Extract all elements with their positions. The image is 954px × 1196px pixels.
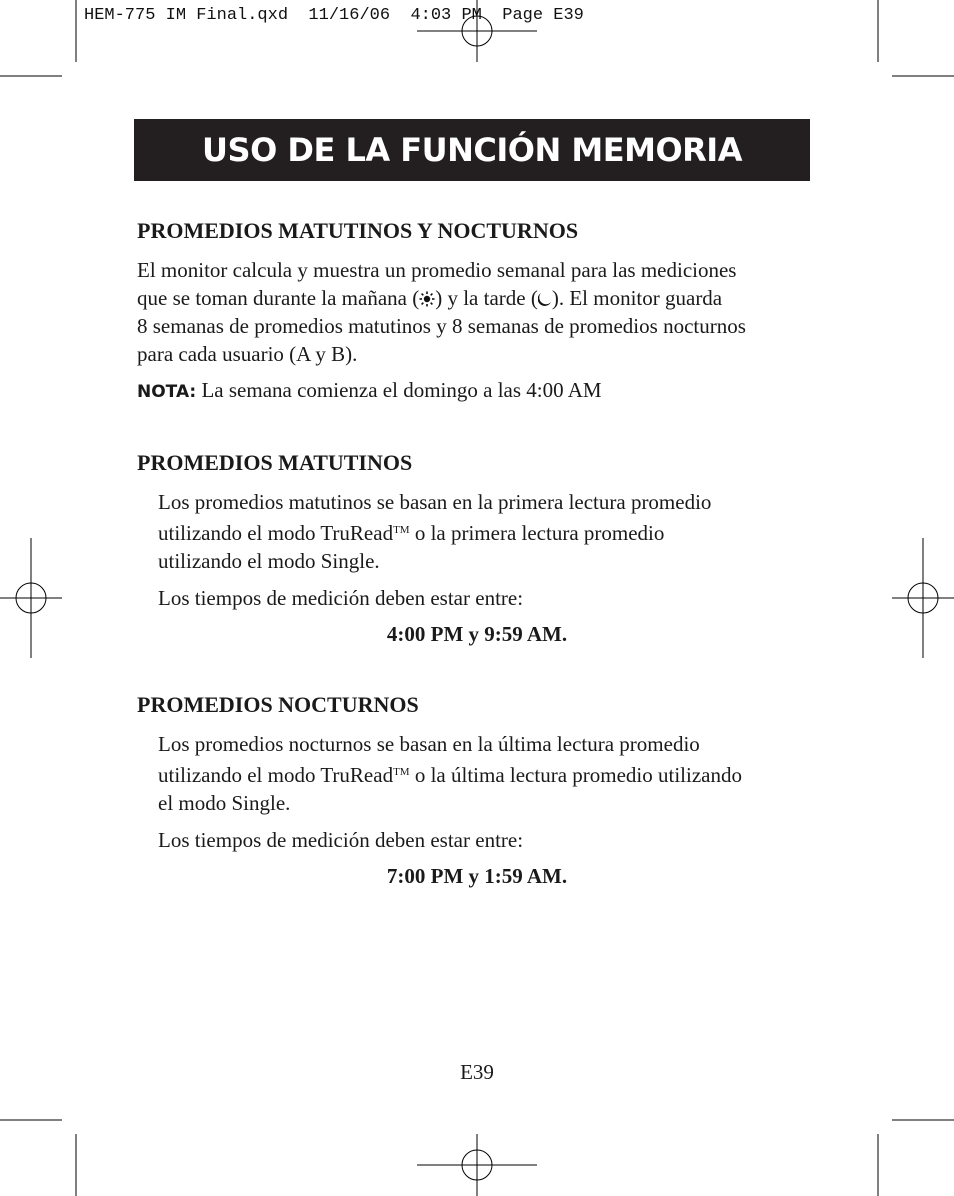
- section-heading-averages: PROMEDIOS MATUTINOS Y NOCTURNOS: [137, 218, 579, 243]
- registration-mark-right: [892, 538, 954, 658]
- page-title: USO DE LA FUNCIÓN MEMORIA: [202, 131, 742, 169]
- morning-times: 4:00 PM y 9:59 AM.: [386, 622, 568, 646]
- morning-paragraph: Los promedios matutinos se basan en la primera lectura promedio utilizando el modo TruRead™ o la primera lectura promedio utilizando el modo Single.: [158, 490, 712, 573]
- print-slug: HEM-775 IM Final.qxd 11/16/06 4:03 PM Page E39: [84, 6, 584, 25]
- section-heading-evening: PROMEDIOS NOCTURNOS: [137, 692, 419, 717]
- note-text: La semana comienza el domingo a las 4:00 AM: [196, 378, 602, 402]
- registration-mark-top: [417, 0, 537, 62]
- evening-times: 7:00 PM y 1:59 AM.: [386, 864, 568, 888]
- morning-times-intro: Los tiempos de medición deben estar entre:: [158, 586, 524, 610]
- registration-mark-left: [0, 538, 62, 658]
- moon-icon: [538, 291, 552, 307]
- section-heading-morning: PROMEDIOS MATUTINOS: [137, 450, 413, 475]
- registration-mark-bottom: [417, 1134, 537, 1196]
- page-number: E39: [460, 1060, 494, 1084]
- content: [137, 216, 817, 890]
- title-bar: [134, 119, 810, 181]
- note-label: NOTA:: [137, 382, 197, 402]
- note: [137, 376, 817, 406]
- sun-icon: [419, 291, 435, 307]
- evening-paragraph: Los promedios nocturnos se basan en la última lectura promedio utilizando el modo TruRead™ o la última lectura promedio utilizando el modo Single.: [158, 732, 742, 815]
- averages-paragraph: El monitor calcula y muestra un promedio semanal para las mediciones que se toman durante la mañana ( ) y la tarde ( ). El monitor guarda 8 semanas de promedios matutinos y 8 semanas de promedios nocturnos para cada usuario (A y B).: [137, 258, 746, 366]
- evening-times-intro: Los tiempos de medición deben estar entre:: [158, 828, 524, 852]
